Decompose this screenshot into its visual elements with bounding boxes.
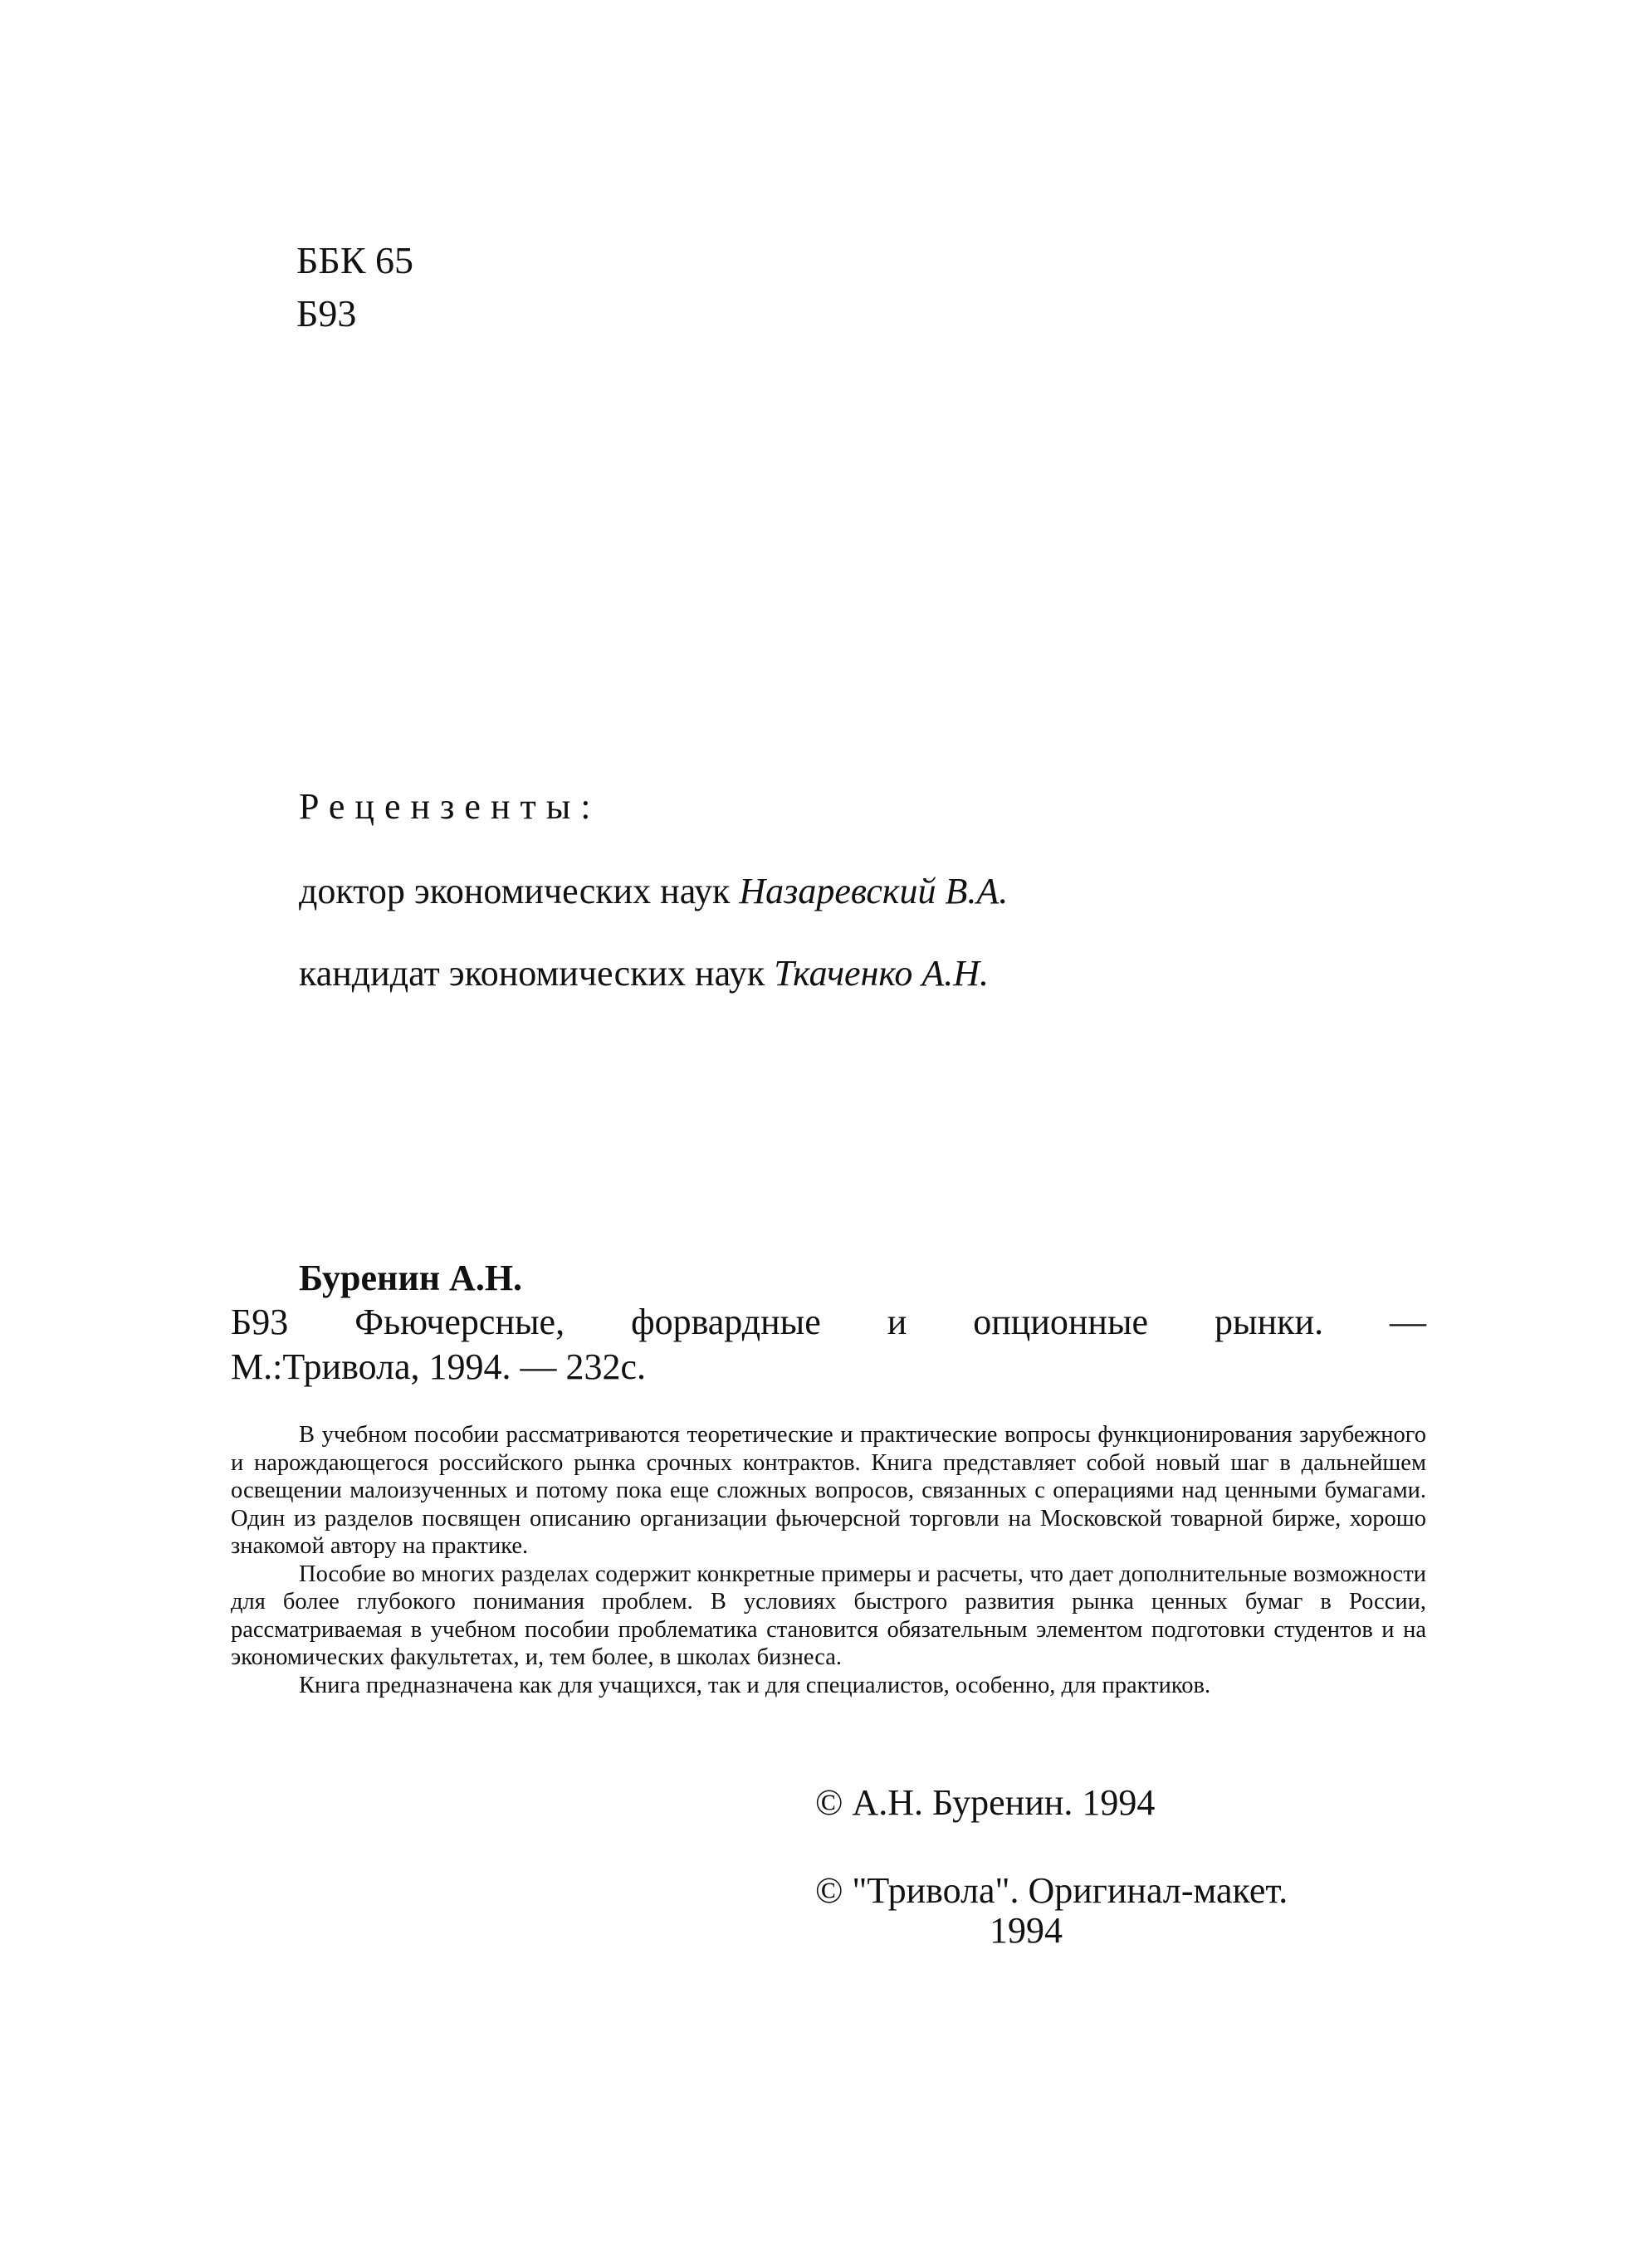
bibliography-author: Буренин А.Н. [299, 1258, 523, 1298]
classification-block [296, 234, 413, 340]
title-word: и [887, 1302, 907, 1342]
bibliography-title-line [231, 1300, 1426, 1345]
bibliography-record [231, 1300, 1426, 1390]
title-word: рынки. [1215, 1302, 1324, 1342]
annotation-paragraph: Книга предназначена как для учащихся, так и для специалистов, особенно, для практиков. [299, 1672, 1211, 1698]
title-word: Б93 [231, 1302, 289, 1342]
title-word: Фьючерсные, [354, 1302, 565, 1342]
reviewer-1-degree: доктор экономических наук [299, 871, 731, 911]
annotation [231, 1421, 1426, 1699]
bbk-code: ББК 65 [296, 239, 414, 281]
reviewers-heading: Рецензенты: [299, 786, 601, 827]
author-mark: Б93 [296, 292, 357, 335]
annotation-paragraph: Пособие во многих разделах содержит конкретные примеры и расчеты, что дает дополнительные возможности для более глубокого понимания проблем. В условиях быстрого развития рынка ценных бумаг в России, рассматриваемая в учебном пособии проблематика становится обязательным элементом подготовки студентов и на экономических факультетах, и, тем более, в школах бизнеса. [231, 1561, 1426, 1670]
annotation-paragraph: В учебном пособии рассматриваются теоретические и практические вопросы функционирования зарубежного и нарождающегося российского рынка срочных контрактов. Книга представляет собой новый шаг в дальнейшем освещении малоизученных и потому пока еще сложных вопросов, связанных с операциями над ценными бумагами. Один из разделов посвящен описанию организации фьючерсной торговли на Московской товарной бирже, хорошо знакомой автору на практике. [231, 1422, 1426, 1559]
copyright-publisher-year: 1994 [990, 1910, 1063, 1951]
bibliography-imprint-line: М.:Тривола, 1994. — 232с. [231, 1346, 647, 1387]
reviewer-2-degree: кандидат экономических наук [299, 953, 765, 994]
reviewer-2 [299, 949, 989, 999]
reviewer-1-name: Назаревский В.А. [739, 871, 1009, 911]
reviewer-2-name: Ткаченко А.Н. [774, 953, 989, 994]
title-word: форвардные [631, 1302, 821, 1342]
title-word: опционные [973, 1302, 1149, 1342]
reviewer-1 [299, 867, 1008, 916]
title-word: — [1390, 1302, 1427, 1342]
copyright-author: © А.Н. Буренин. 1994 [815, 1782, 1156, 1823]
copyright-publisher: © "Тривола". Оригинал-макет. [815, 1870, 1288, 1911]
